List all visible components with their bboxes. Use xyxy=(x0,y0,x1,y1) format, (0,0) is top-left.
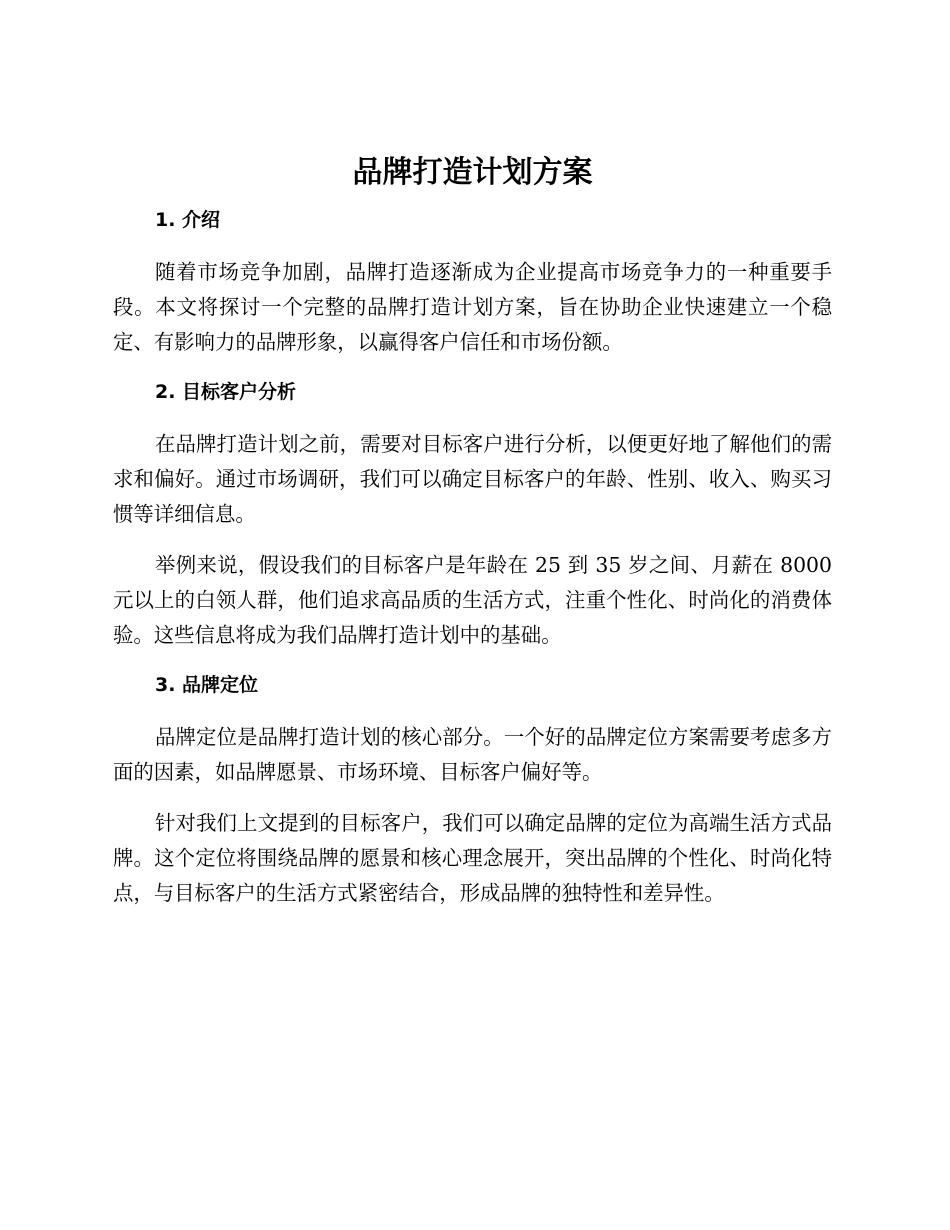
paragraph-target-customer-analysis: 在品牌打造计划之前，需要对目标客户进行分析，以便更好地了解他们的需求和偏好。通过市场调研，我们可以确定目标客户的年龄、性别、收入、购买习惯等详细信息。 xyxy=(113,432,832,526)
paragraph-brand-positioning-detail: 针对我们上文提到的目标客户，我们可以确定品牌的定位为高端生活方式品牌。这个定位将围绕品牌的愿景和核心理念展开，突出品牌的个性化、时尚化特点，与目标客户的生活方式紧密结合，形成品牌的独特性和差异性。 xyxy=(113,811,832,905)
section-heading-target-customer-analysis: 2. 目标客户分析 xyxy=(155,381,297,403)
paragraph-target-customer-example: 举例来说，假设我们的目标客户是年龄在 25 到 35 岁之间、月薪在 8000 元以上的白领人群，他们追求高品质的生活方式，注重个性化、时尚化的消费体验。这些信息将成为我们品牌打造计划中的基础。 xyxy=(113,553,832,647)
section-heading-introduction: 1. 介绍 xyxy=(155,209,221,231)
document-title: 品牌打造计划方案 xyxy=(352,155,593,190)
paragraph-introduction: 随着市场竞争加剧，品牌打造逐渐成为企业提高市场竞争力的一种重要手段。本文将探讨一个完整的品牌打造计划方案，旨在协助企业快速建立一个稳定、有影响力的品牌形象，以赢得客户信任和市场份额。 xyxy=(113,260,832,354)
paragraph-brand-positioning: 品牌定位是品牌打造计划的核心部分。一个好的品牌定位方案需要考虑多方面的因素，如品牌愿景、市场环境、目标客户偏好等。 xyxy=(113,725,832,784)
section-heading-brand-positioning: 3. 品牌定位 xyxy=(155,674,259,696)
